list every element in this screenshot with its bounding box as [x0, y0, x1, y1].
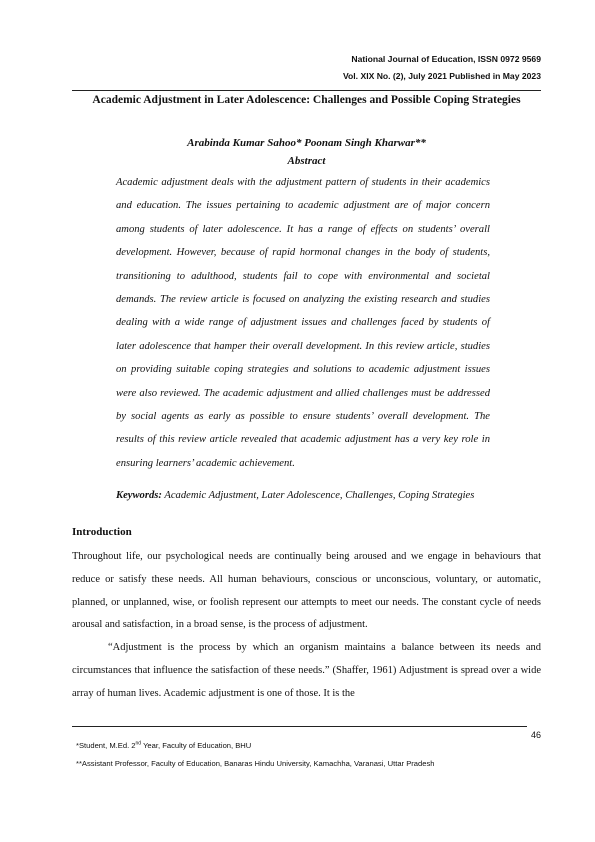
article-title: Academic Adjustment in Later Adolescence: Challenges and Possible Coping Strategies [92, 94, 521, 106]
footnote-professor: **Assistant Professor, Faculty of Education, Banaras Hindu University, Kamachha, Varanasi, Uttar Pradesh [76, 759, 435, 768]
journal-name-line: National Journal of Education, ISSN 0972 9569 [351, 54, 541, 64]
page-number: 46 [530, 730, 541, 740]
keywords-list: Academic Adjustment, Later Adolescence, Challenges, Coping Strategies [164, 490, 475, 501]
header-divider [72, 90, 541, 91]
keywords [116, 484, 490, 507]
keywords-label: Keywords: [116, 490, 162, 501]
footnotes [76, 737, 434, 773]
introduction-heading: Introduction [72, 526, 132, 538]
footnote-student: *Student, M.Ed. 2nd Year, Faculty of Education, BHU [76, 740, 252, 750]
paragraph-1: Throughout life, our psychological needs are continually being aroused and we engage in behaviours that reduce or satisfy these needs. All human behaviours, conscious or unconscious, voluntary, or automatic, planned, or unplanned, wise, or foolish represent our attempts to meet our needs. The constant cycle of needs arousal and satisfaction, in a broad sense, is the process of adjustment. [72, 551, 541, 631]
introduction-body [72, 546, 541, 706]
paragraph-2: “Adjustment is the process by which an organism maintains a balance between its needs and circumstances that influence the satisfaction of these needs.” (Shaffer, 1961) Adjustment is spread over a wide array of human lives. Academic adjustment is one of those. It is the [72, 642, 541, 699]
footnote-divider [72, 726, 527, 727]
journal-header [343, 51, 541, 85]
volume-line: Vol. XIX No. (2), July 2021 Published in May 2023 [342, 71, 541, 81]
abstract-heading: Abstract [287, 155, 326, 167]
article-authors: Arabinda Kumar Sahoo* Poonam Singh Kharwar** [187, 137, 426, 149]
abstract-text: Academic adjustment deals with the adjustment pattern of students in their academics and education. The issues pertaining to academic adjustment are of major concern among students of later adolescence. It has a range of effects on students’ overall development. However, because of rapid hormonal changes in the body of students, transitioning to adulthood, students fail to cope with environmental and societal demands. The review article is focused on analyzing the existing research and studies dealing with a wide range of adjustment issues and challenges faced by students of later adolescence that hamper their overall development. In this review article, studies on providing suitable coping strategies and solutions to academic adjustment issues were also reviewed. The academic adjustment and allied challenges must be addressed by social agents as early as possible to ensure students’ overall development. The results of this review article revealed that academic adjustment has a very key role in ensuring learners’ academic achievement. [116, 177, 490, 469]
